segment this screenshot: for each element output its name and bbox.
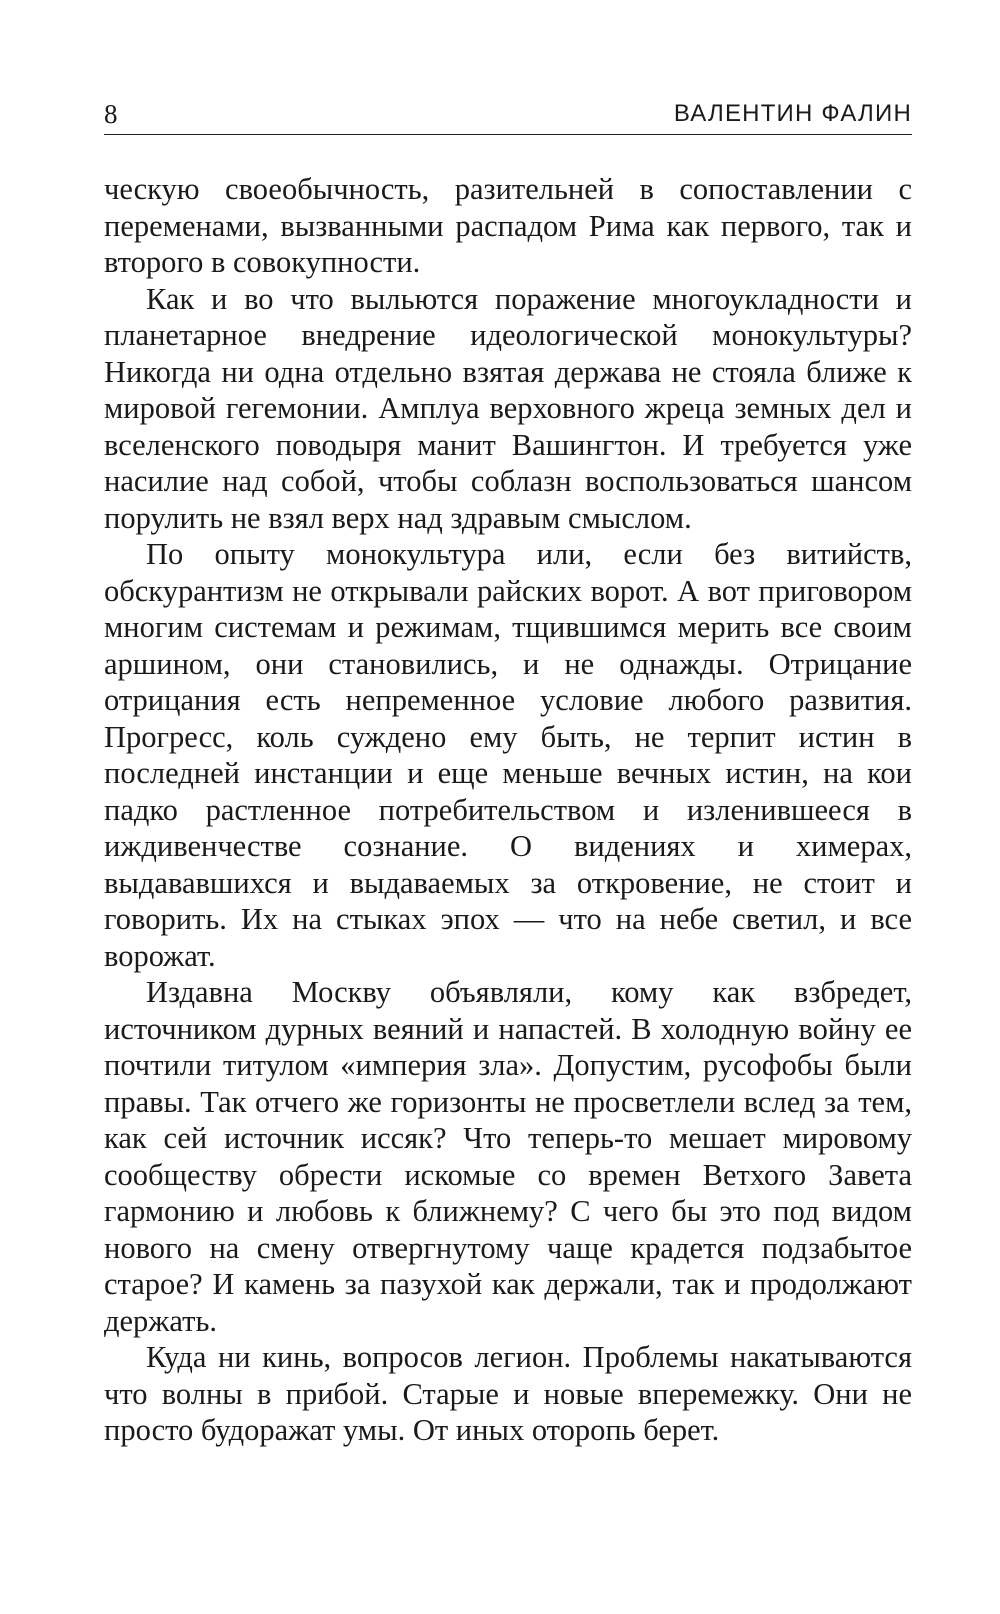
paragraph-2: Как и во что выльются поражение многоукладности и планетарное внедрение идеологической монокультуры? Никогда ни одна отдельно взятая держава не стояла ближе к мировой гегемонии. Амплуа верховного жреца земных дел и вселенского поводыря манит Вашингтон. И требуется уже насилие над собой, чтобы соблазн воспользоваться шансом порулить не взял верх над здравым смыслом.: [104, 281, 912, 535]
paragraph-3: По опыту монокультура или, если без витийств, обскурантизм не открывали райских ворот. А вот приговором многим системам и режимам, тщившимся мерить все своим аршином, они становились, и не однажды. Отрицание отрицания есть непременное условие любого развития. Прогресс, коль суждено ему быть, не терпит истин в последней инстанции и еще меньше вечных истин, на кои падко растленное потребительством и изленившееся в иждивенчестве сознание. О видениях и химерах, выдававшихся и выдаваемых за откровение, не стоит и говорить. Их на стыках эпох — что на небе светил, и все ворожат.: [104, 537, 912, 973]
page-number: 8: [104, 99, 118, 129]
body-text: [104, 171, 912, 1449]
paragraph-4: Издавна Москву объявляли, кому как взбредет, источником дурных веяний и напастей. В холодную войну ее почтили титулом «империя зла». Допустим, русофобы были правы. Так отчего же горизонты не просветлели вслед за тем, как сей источник иссяк? Что теперь-то мешает мировому сообществу обрести искомые со времен Ветхого Завета гармонию и любовь к ближнему? С чего бы это под видом нового на смену отвергнутому чаще крадется подзабытое старое? И камень за пазухой как держали, так и продолжают держать.: [104, 975, 912, 1338]
header-rule: [104, 134, 912, 135]
paragraph-1: ческую своеобычность, разительней в сопоставлении с переменами, вызванными распадом Рима как первого, так и второго в совокупности.: [104, 172, 912, 279]
author-name: ВАЛЕНТИН ФАЛИН: [673, 100, 912, 127]
paragraph-5: Куда ни кинь, вопросов легион. Проблемы накатываются что волны в прибой. Старые и новые вперемежку. Они не просто будоражат умы. От иных оторопь берет.: [104, 1340, 912, 1447]
running-head: [104, 98, 912, 138]
